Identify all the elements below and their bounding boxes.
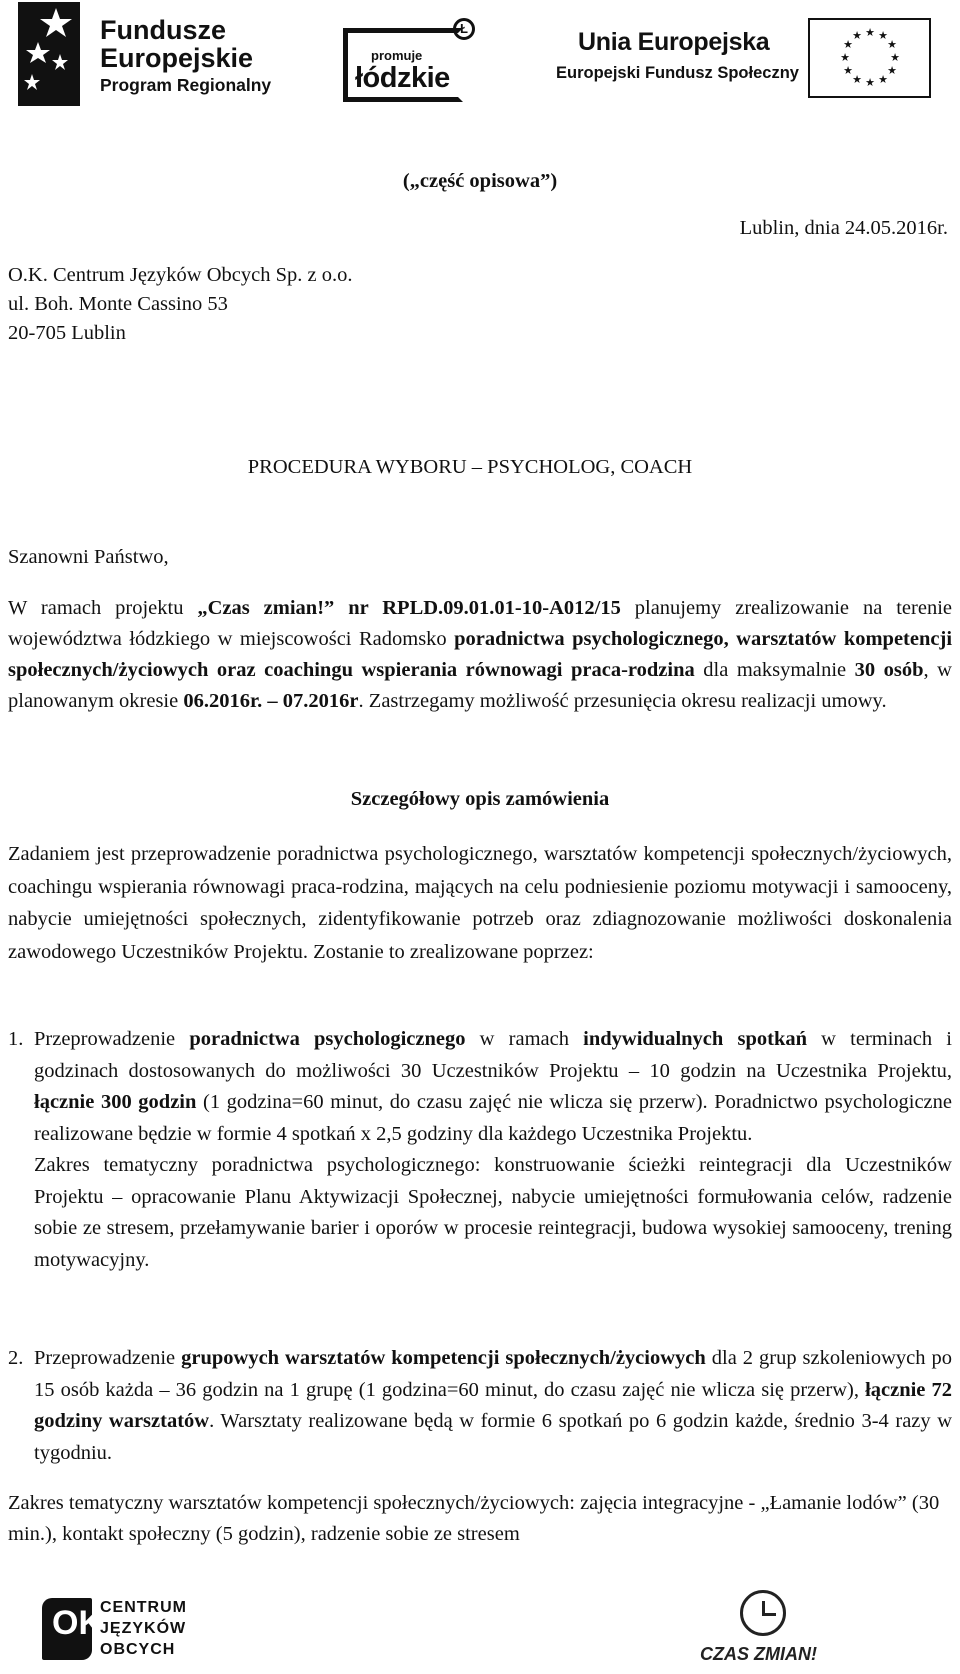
sender-line2: ul. Boh. Monte Cassino 53 [8, 293, 228, 315]
intro-period: 06.2016r. – 07.2016r [183, 690, 359, 712]
lodzkie-line1: promuje [371, 48, 423, 63]
intro-text-1: W ramach projektu [8, 597, 198, 619]
svg-text:★: ★ [887, 64, 897, 77]
svg-text:★: ★ [843, 38, 853, 51]
ok-mark-icon [42, 1598, 103, 1660]
ue-logo-line2: Europejski Fundusz Społeczny [556, 64, 799, 82]
intro-text-3: dla maksymalnie [694, 659, 855, 681]
svg-text:★: ★ [865, 76, 875, 89]
sender-line3: 20-705 Lublin [8, 322, 126, 344]
stars-mark-icon [18, 2, 80, 106]
fe-logo-line1: Fundusze [100, 15, 226, 45]
list-item-1-scope: Zakres tematyczny poradnictwa psychologicznego: konstruowanie ścieżki reintegracji dla Uczestników Projektu – opracowanie Planu Aktywizacji Społecznej, nabycie umiejętności formułowania celów, radzenie sobie ze stresem, przełamywanie barier i oporów w procesie reintegracji, budowa wysokiej samooceny, trening motywacyjny. [34, 1154, 952, 1271]
item1-text-1: Przeprowadzenie [34, 1028, 190, 1050]
intro-text-5: . Zastrzegamy możliwość przesunięcia okresu realizacji umowy. [358, 690, 887, 712]
ok-logo-word3: OBCYCH [100, 1641, 176, 1658]
section-title: Szczegółowy opis zamówienia [350, 788, 610, 810]
item1-text-4: (1 godzina=60 minut, do czasu zajęć nie wlicza się przerw). Poradnictwo psychologiczne realizowane będzie w formie 4 spotkań x 2,5 godziny dla każdego Uczestnika Projektu. [34, 1091, 952, 1145]
item2-bold-1: grupowych warsztatów kompetencji społecznych/życiowych [181, 1347, 706, 1369]
item1-text-2: w ramach [465, 1028, 584, 1050]
item2-text-1: Przeprowadzenie [34, 1347, 182, 1369]
fundusze-europejskie-logo [18, 2, 288, 107]
centrum-jezykow-obcych-logo [42, 1598, 192, 1668]
fe-logo-line2: Europejskie [100, 43, 254, 73]
intro-services: poradnictwa psychologicznego, warsztatów kompetencji społecznych/życiowych oraz coachingu wspierania równowagi praca-rodzina [8, 628, 953, 681]
list-item-1-number: 1. [8, 1028, 24, 1050]
lodzkie-currency-icon: Ł [453, 18, 475, 40]
ue-logo-line1: Unia Europejska [578, 28, 770, 56]
ok-logo-word2: JĘZYKÓW [100, 1620, 187, 1637]
lodzkie-line2: łódzkie [355, 62, 450, 94]
task-paragraph: Zadaniem jest przeprowadzenie poradnictwa psychologicznego, warsztatów kompetencji społecznych/życiowych, coachingu wspierania równowagi praca-rodzina, mających na celu podniesienie poziomu motywacji i samooceny, nabycie umiejętności społecznych, zidentyfikowanie potrzeb oraz zdiagnozowanie możliwości doskonalenia zawodowego Uczestników Projektu. Zostanie to zrealizowane poprzez: [8, 843, 952, 963]
intro-text-2: planujemy zrealizowanie na terenie województwa łódzkiego w miejscowości Radomsko [8, 597, 952, 650]
list-item-2 [8, 1343, 952, 1469]
svg-text:★: ★ [843, 64, 853, 77]
eu-flag-icon [808, 18, 931, 98]
page-title: PROCEDURA WYBORU – PSYCHOLOG, COACH [247, 456, 693, 478]
czas-zmian-logo [700, 1590, 850, 1670]
sender-line1: O.K. Centrum Języków Obcych Sp. z o.o. [8, 264, 353, 286]
place-date: Lublin, dnia 24.05.2016r. [739, 217, 948, 239]
intro-text-4: , w planowanym okresie [8, 659, 952, 712]
sender-address [8, 261, 952, 348]
svg-text:★: ★ [852, 73, 862, 86]
ok-mark-text: OK [52, 1604, 103, 1642]
unia-europejska-logo [556, 18, 936, 98]
svg-text:★: ★ [878, 73, 888, 86]
item1-bold-3: łącznie 300 godzin [34, 1091, 197, 1113]
workshop-scope-paragraph: Zakres tematyczny warsztatów kompetencji społecznych/życiowych: zajęcia integracyjne - „Łamanie lodów” (30 min.), kontakt społeczny (5 godzin), radzenie sobie ze stresem [8, 1492, 940, 1545]
item1-bold-1: poradnictwa psychologicznego [189, 1028, 466, 1050]
item2-bold-2: łącznie 72 godziny warsztatów [34, 1378, 953, 1432]
intro-paragraph [8, 593, 952, 717]
item2-text-2: dla 2 grup szkoleniowych po 15 osób każda – 36 godzin na 1 grupę (1 godzina=60 minut, do czasu zajęć nie wlicza się przerw), [34, 1347, 952, 1401]
item2-text-3: . Warsztaty realizowane będą w formie 6 spotkań po 6 godzin każde, średnio 3-4 razy w tygodniu. [34, 1410, 952, 1464]
svg-text:★: ★ [887, 38, 897, 51]
intro-project-name: „Czas zmian!” nr RPLD.09.01.01-10-A012/15 [197, 597, 621, 619]
clock-icon [740, 1590, 786, 1636]
czas-zmian-label: CZAS ZMIAN! [700, 1644, 817, 1664]
list-item-1 [8, 1024, 952, 1276]
fundusze-europejskie-mark-icon [18, 2, 80, 106]
svg-text:★: ★ [852, 29, 862, 42]
list-item-1-body [34, 1024, 952, 1150]
svg-text:★: ★ [878, 29, 888, 42]
fe-logo-line3: Program Regionalny [100, 75, 272, 95]
item1-bold-2: indywidualnych spotkań [583, 1028, 807, 1050]
svg-text:★: ★ [840, 51, 850, 64]
promuje-lodzkie-logo [343, 18, 478, 98]
part-label: („część opisowa”) [402, 170, 558, 192]
item1-text-3: w terminach i godzinach dostosowanych do możliwości 30 Uczestników Projektu – 10 godzin na Uczestnika Projektu, [34, 1028, 953, 1082]
svg-text:★: ★ [890, 51, 900, 64]
svg-text:★: ★ [865, 26, 875, 39]
list-item-2-number: 2. [8, 1347, 24, 1369]
intro-people-count: 30 osób [854, 659, 924, 681]
ok-logo-word1: CENTRUM [100, 1599, 187, 1616]
list-item-2-body [34, 1343, 952, 1469]
greeting: Szanowni Państwo, [8, 546, 169, 568]
